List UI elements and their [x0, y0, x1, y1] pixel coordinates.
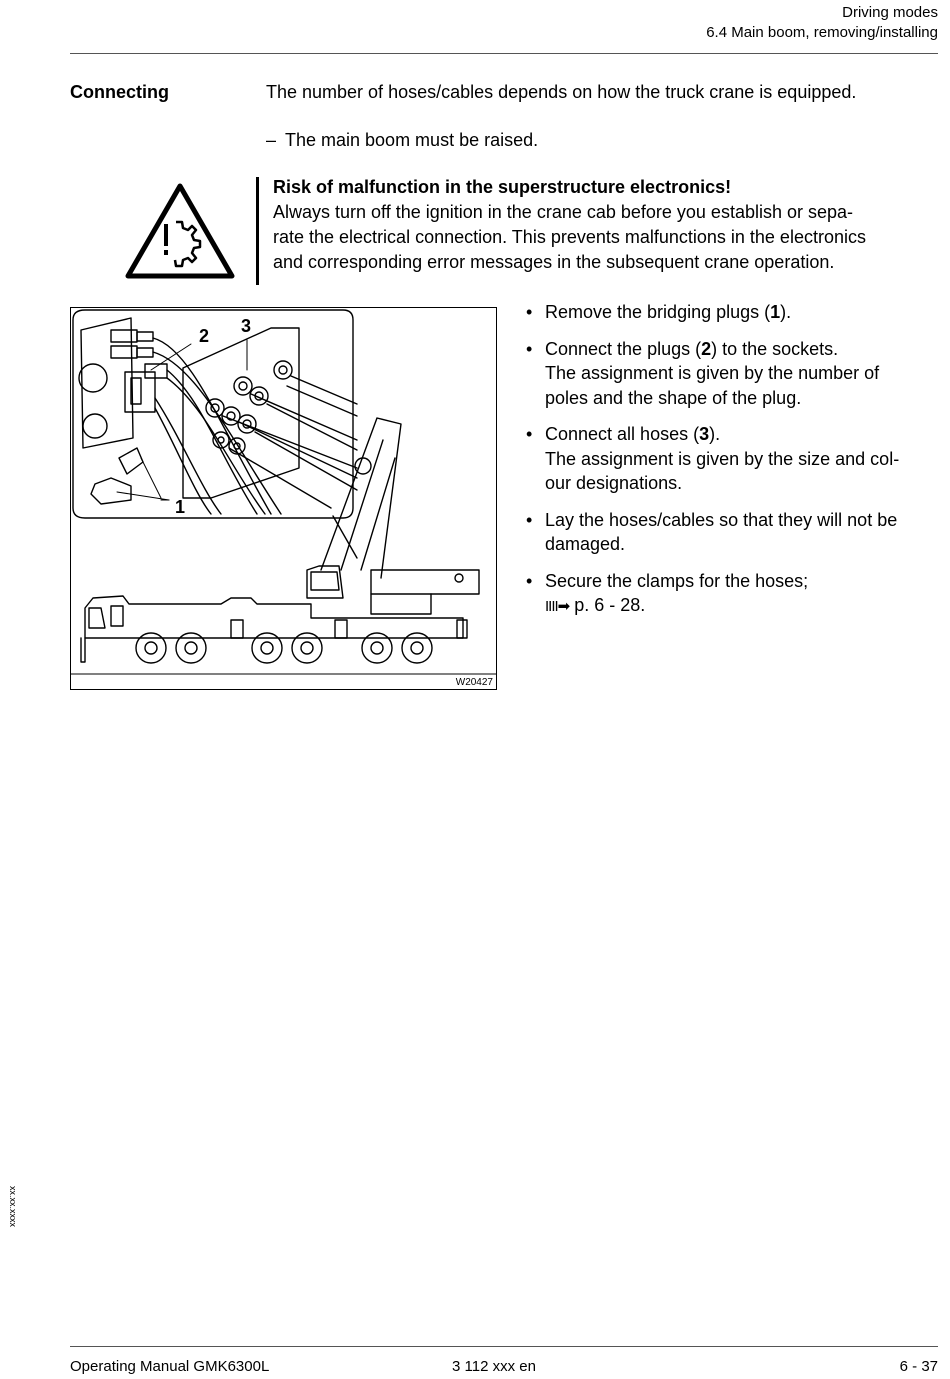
- bullet-icon: •: [526, 302, 533, 322]
- list-item: • Connect the plugs (2) to the sockets. The assignment is given by the number of poles and the shape of the plug.: [526, 337, 941, 411]
- list-item: • Secure the clamps for the hoses; IIII➡ p. 6 - 28.: [526, 569, 941, 620]
- page-reference-link[interactable]: [545, 593, 941, 620]
- footer-doc-number: 3 112 xxx en: [452, 1358, 536, 1375]
- callout-3: 3: [241, 316, 252, 336]
- header-rule: [70, 53, 938, 54]
- crane-connection-figure: [70, 307, 497, 690]
- bullet-icon: •: [526, 570, 533, 591]
- header-section: 6.4 Main boom, removing/installing: [706, 24, 938, 41]
- header-chapter: Driving modes: [842, 4, 938, 21]
- bullet-icon: •: [526, 509, 533, 530]
- callout-1: 1: [175, 497, 186, 517]
- list-item-continuation: The assignment is given by the size and col-: [545, 448, 900, 469]
- margin-code: xx.xx.xxxx: [8, 1186, 18, 1228]
- footer-rule: [70, 1346, 938, 1347]
- list-item: • Remove the bridging plugs (1).: [526, 300, 941, 325]
- warning-line: rate the electrical connection. This prevents malfunctions in the electronics: [273, 227, 866, 247]
- electronics-warning-triangle-icon: [122, 180, 238, 282]
- detail-inset-frame: [73, 310, 353, 518]
- warning-bar: [256, 177, 259, 285]
- dash-marker: –: [266, 130, 277, 150]
- bullet-icon: •: [526, 424, 533, 444]
- list-item-continuation: damaged.: [545, 534, 626, 554]
- bullet-icon: •: [526, 338, 533, 359]
- list-item: • Lay the hoses/cables so that they will not be damaged.: [526, 508, 941, 557]
- footer-manual: Operating Manual GMK6300L: [70, 1358, 270, 1375]
- warning-title: Risk of malfunction in the superstructure electronics!: [273, 177, 732, 197]
- list-item: • Connect all hoses (3). The assignment is given by the size and col- our designations.: [526, 422, 941, 496]
- page-reference-text: p. 6 - 28.: [574, 595, 646, 615]
- step-list: [526, 300, 941, 632]
- intro-paragraph: The number of hoses/cables depends on how the truck crane is equipped.: [266, 82, 857, 102]
- precondition-item: [266, 130, 538, 151]
- precondition-text: The main boom must be raised.: [285, 130, 539, 150]
- warning-line: and corresponding error messages in the subsequent crane operation.: [273, 252, 835, 272]
- list-item-continuation: The assignment is given by the number of: [545, 363, 880, 383]
- running-header: [706, 3, 938, 43]
- callout-2: 2: [199, 326, 210, 346]
- cross-reference-arrow-icon: IIII➡: [545, 598, 570, 615]
- warning-line: Always turn off the ignition in the crane cab before you establish or sepa-: [273, 202, 854, 222]
- page-number: 6 - 37: [899, 1358, 938, 1375]
- figure-id: W20427: [455, 677, 493, 688]
- crane-illustration: [71, 308, 496, 689]
- list-item-continuation: poles and the shape of the plug.: [545, 387, 802, 408]
- warning-text: [273, 175, 943, 275]
- side-heading: Connecting: [70, 82, 169, 102]
- list-item-continuation: our designations.: [545, 473, 683, 493]
